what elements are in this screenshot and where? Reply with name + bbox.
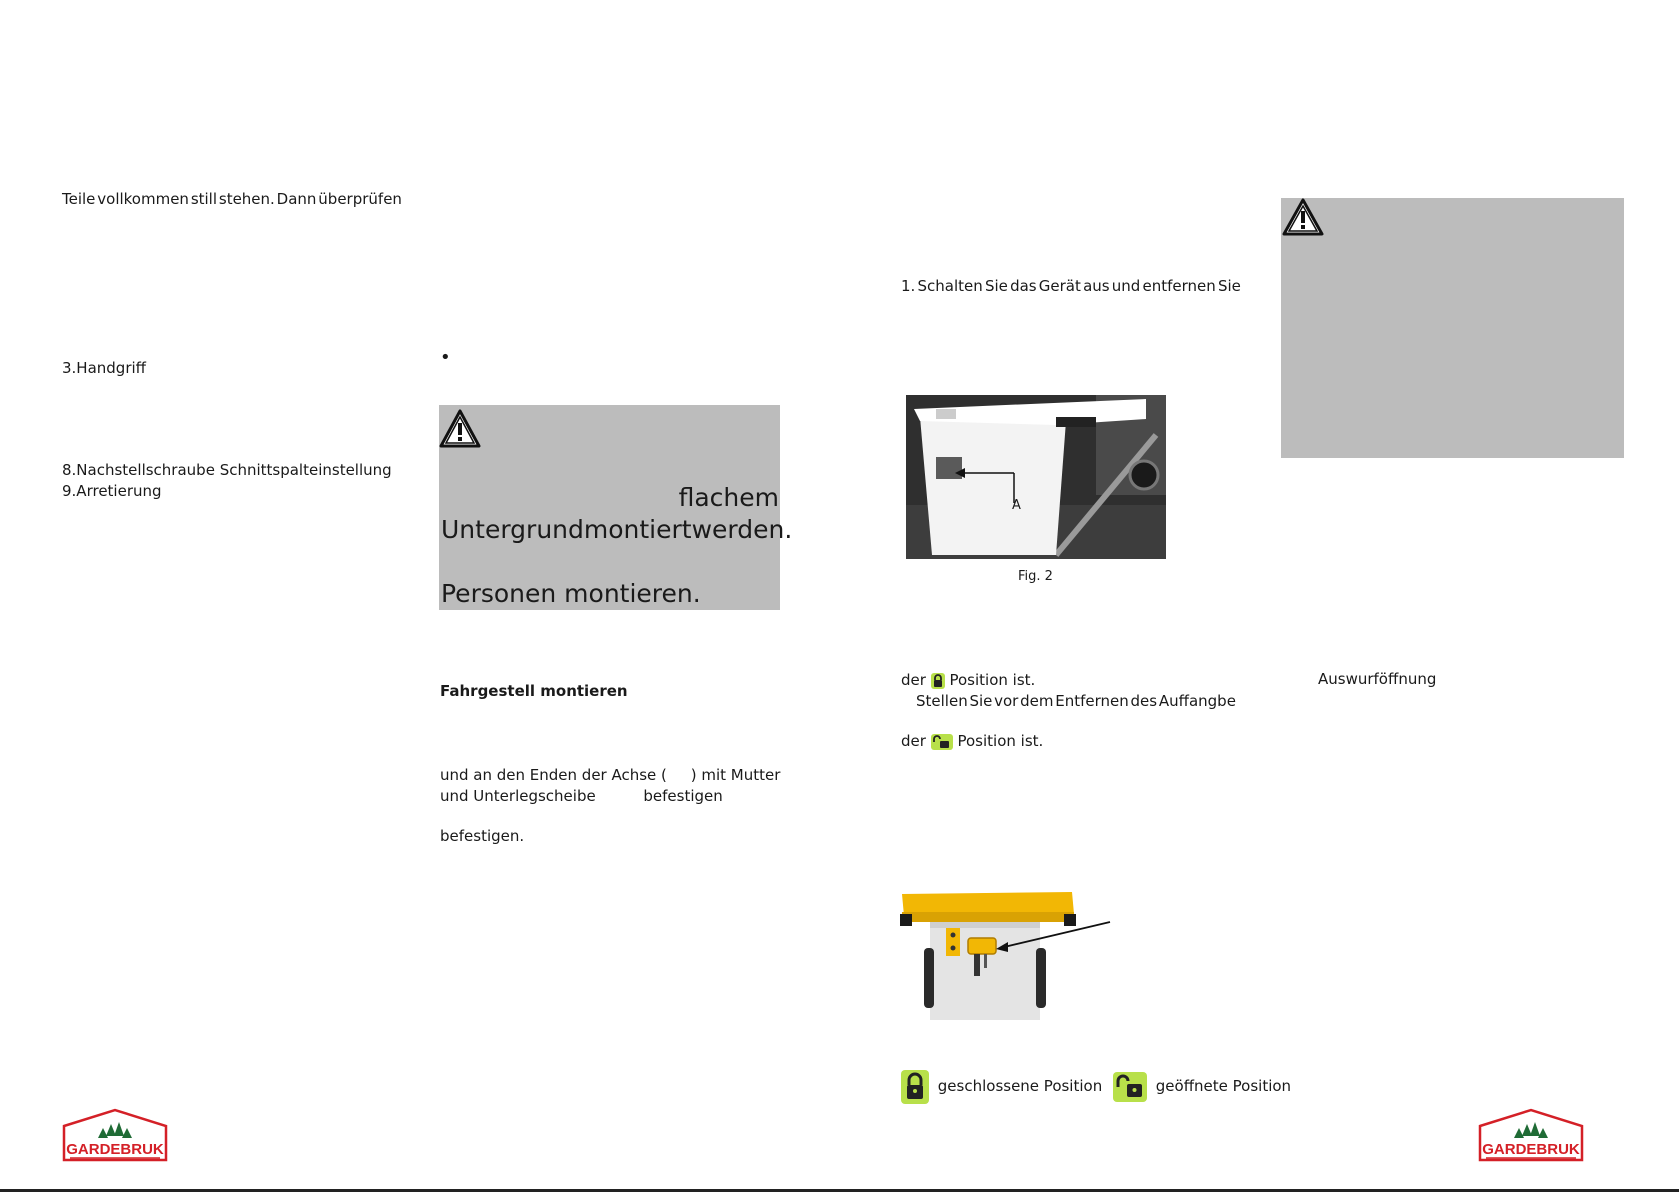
legend-open-text: geöffnete Position <box>1155 1077 1292 1095</box>
fig2-callout-line <box>955 465 1015 505</box>
step-1-line <box>901 276 1241 296</box>
word: und <box>1111 277 1141 295</box>
position-line-2 <box>901 731 1043 751</box>
closed-lock-legend-icon <box>901 1070 929 1104</box>
warning-box-middle <box>439 405 793 610</box>
word: stehen. <box>218 190 275 208</box>
auswurfoeffnung-label: Auswurföffnung <box>1318 670 1437 688</box>
word: entfernen <box>1142 277 1216 295</box>
fig2-photo <box>906 395 1166 559</box>
bullet: • <box>440 347 451 368</box>
assembly-line-1: und an den Enden der Achse ( ) mit Mutter <box>440 766 781 784</box>
open-lock-icon <box>931 734 953 750</box>
logo-text: GARDEBRUK <box>1482 1141 1580 1158</box>
warning-line-3: Personen montieren. <box>441 579 701 608</box>
gardebruk-logo-right <box>1478 1108 1584 1162</box>
word: Gerät <box>1038 277 1081 295</box>
assembly-line-2: und Unterlegscheibe befestigen <box>440 787 723 805</box>
word: Stellen <box>916 692 968 710</box>
word: 1. <box>901 277 916 295</box>
lock-legend <box>901 1068 1291 1104</box>
word: Sie <box>969 692 993 710</box>
word: Sie <box>984 277 1008 295</box>
word: Auffangbe <box>1158 692 1236 710</box>
word: Sie <box>1217 277 1241 295</box>
assembly-line-3: befestigen. <box>440 827 525 845</box>
warning-line-1: flachem <box>678 483 779 512</box>
word: montiert <box>583 515 692 544</box>
word: Untergrund <box>441 515 584 544</box>
parts-item-9: 9.Arretierung <box>62 482 162 500</box>
position-text: Position ist. <box>957 732 1044 750</box>
word: werden. <box>691 515 793 544</box>
word: Entfernen <box>1055 692 1129 710</box>
warning-box-right <box>1281 198 1624 458</box>
logo-text: GARDEBRUK <box>66 1141 164 1158</box>
word: Dann <box>276 190 317 208</box>
der-label: der <box>901 671 926 689</box>
word: überprüfen <box>318 190 402 208</box>
section-heading-fahrgestell: Fahrgestell montieren <box>440 682 628 700</box>
open-lock-legend-icon <box>1113 1072 1147 1102</box>
word: still <box>190 190 218 208</box>
stellen-line <box>916 691 1236 711</box>
closed-lock-icon <box>931 673 945 689</box>
word: vollkommen <box>97 190 189 208</box>
position-text: Position ist. <box>949 671 1036 689</box>
word: das <box>1010 277 1037 295</box>
fig2-label-a: A <box>1012 498 1021 513</box>
word: des <box>1130 692 1158 710</box>
position-line-1 <box>901 670 1035 690</box>
bin-lock-photo <box>900 888 1115 1020</box>
word: vor <box>994 692 1019 710</box>
legend-closed-text: geschlossene Position <box>937 1077 1103 1095</box>
word: dem <box>1020 692 1054 710</box>
left-line-1 <box>62 189 402 209</box>
word: aus <box>1083 277 1110 295</box>
parts-item-3: 3.Handgriff <box>62 359 147 377</box>
warning-triangle-icon <box>439 409 481 449</box>
warning-triangle-icon <box>1282 198 1324 236</box>
fig2-caption: Fig. 2 <box>1018 569 1053 584</box>
warning-line-2 <box>441 514 793 546</box>
word: Schalten <box>917 277 983 295</box>
word: Teile <box>62 190 96 208</box>
parts-item-8: 8.Nachstellschraube Schnittspalteinstellung <box>62 461 392 479</box>
der-label: der <box>901 732 926 750</box>
gardebruk-logo-left <box>62 1108 168 1162</box>
